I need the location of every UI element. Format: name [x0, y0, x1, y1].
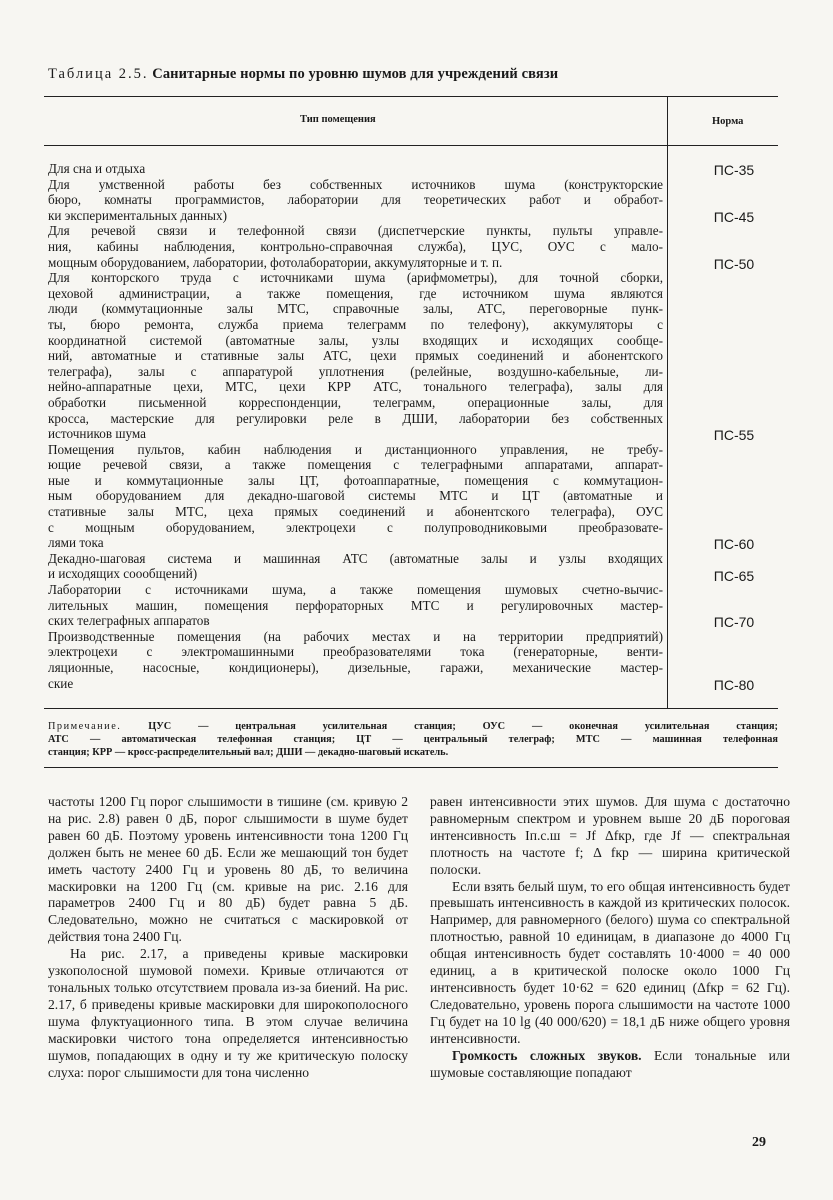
row-text-line: Для сна и отдыха	[48, 161, 146, 176]
section-heading-loudness: Громкость сложных звуков.	[452, 1047, 642, 1063]
row-text-line: цеховой администрации, а также помещения, где источником шума являются	[48, 285, 663, 301]
right-paragraph-1: равен интенсивности этих шумов. Для шума с достаточно равномерным спектром и уровнем выше 20 дБ пороговая интенсивность Iп.с.ш = Jf Δfкр, где Jf — спектральная плотность на частоте f; Δ fкр — ширина критической полоски.	[430, 794, 790, 877]
right-paragraph-3-text: Если тональные или шумовые составляющие попадают	[430, 1047, 790, 1080]
left-paragraph-2: На рис. 2.17, а приведены кривые маскировки узкополосной шумовой помехи. Кривые отличаются от тональных только отсутствием провала из-за биений. На рис. 2.17, б приведены кривые маскировки для широкополосного шума флуктуационного типа. В этом случае величина маскировки чистого тона определяется интенсивностью шумов, попадающих в одну и ту же критическую полоску слуха: порог слышимости для тона численно	[48, 946, 408, 1080]
note-separator	[44, 767, 778, 768]
table-bottom-rule	[44, 708, 778, 709]
row-text-line: ских телеграфных аппаратов	[48, 613, 210, 629]
norm-value: ПС-35	[713, 162, 755, 178]
row-text-line: ющие речевой связи, а также помещения с телеграфными аппаратами, аппарат-	[48, 457, 663, 473]
row-text-line: и исходящих соообщений)	[48, 566, 198, 582]
header-norm: Норма	[712, 116, 744, 127]
norm-value: ПС-65	[713, 567, 755, 584]
note-label: Примечание.	[48, 721, 122, 732]
row-text-line: источников шума	[48, 426, 147, 442]
row-text-line: Производственные помещения (на рабочих местах и на территории предприятий)	[48, 628, 663, 644]
row-text-line: телеграфа), залы с аппаратурой уплотнения (релейные, воздушно-кабельные, ли-	[48, 363, 663, 379]
table-row	[48, 551, 663, 582]
caption-title: Санитарные нормы по уровню шумов для учреждений связи	[152, 66, 559, 82]
row-text-line: ные и коммутационные залы ЦТ, фотоаппаратные, помещения с коммутацион-	[48, 472, 663, 488]
row-text-line: ляционные, насосные, кондиционеры), дизельные, гаражи, механические мастер-	[48, 660, 663, 675]
right-paragraph-3	[430, 1048, 790, 1082]
row-text-line: Для конторского труда с источниками шума (арифмометры), для точной сборки,	[48, 270, 663, 286]
left-paragraph-1: частоты 1200 Гц порог слышимости в тишине (см. кривую 2 на рис. 2.8) равен 0 дБ, порог слышимости в шуме будет равен 60 дБ. Поэтому уровень интенсивности тона 1200 Гц должен быть не менее 60 дБ. Если же мешающий тон будет иметь частоту 2400 Гц и уровень 80 дБ, то величина маскировки на 1200 Гц (см. кривые на рис. 2.16 для параметров 2400 Гц и 80 дБ) будет равна 5 дБ. Следовательно, можно не считаться с маскировкой от действия тона 2400 Гц.	[48, 794, 408, 945]
table-row	[48, 629, 663, 691]
row-text-line: ские	[48, 675, 74, 691]
row-text-line: лями тока	[48, 535, 104, 551]
row-text-line: обработки письменной корреспонденции, телеграмм, операционные залы, для	[48, 394, 663, 410]
note-line-2: АТС — автоматическая телефонная станция; ЦТ — центральный телеграф; МТС — машинная телефонная	[48, 734, 778, 745]
table-row	[48, 177, 663, 224]
table-row	[48, 161, 663, 177]
table-row	[48, 442, 663, 551]
row-text-line: ты, бюро ремонта, служба приема телеграмм по телефону), аккумуляторы с	[48, 316, 663, 332]
row-text-line: Для речевой связи и телефонной связи (диспетчерские пункты, пульты управле-	[48, 223, 663, 239]
row-text-line: Помещения пультов, кабин наблюдения и дистанционного управления, не требу-	[48, 441, 663, 457]
table-row	[48, 270, 663, 442]
right-paragraph-2: Если взять белый шум, то его общая интенсивность будет превышать интенсивность в каждой из критических полосок. Например, для равномерного (белого) шума со спектральной плотностью, равной 10 единицам, в диапазоне до 4000 Гц общая интенсивность будет составлять 10·4000 = 40 000 единиц, а в критической полоске около 1000 Гц интенсивность будет 10·62 = 620 единиц (Δfкр = 62 Гц). Следовательно, уровень порога слышимости на частоте 1000 Гц будет на 10 lg (40 000/620) = 18,1 дБ ниже общего уровня интенсивности.	[430, 878, 790, 1046]
table-column-divider	[667, 96, 668, 708]
row-text-line: с мощным оборудованием, электроцехи с полупроводниковыми преобразовате-	[48, 519, 663, 535]
row-text-line: ным оборудованием для декадно-шаговой системы МТС и ЦТ (автоматные и	[48, 488, 663, 504]
table-body	[48, 161, 663, 691]
row-text-line: стативные залы МТС, цеха прямых соединений и абонентского телеграфа), ОУС	[48, 504, 663, 520]
row-text-line: бюро, комнаты программистов, лаборатории для теоретических работ и обработ-	[48, 192, 663, 208]
body-right-column	[430, 794, 790, 1081]
note-line-1: ЦУС — центральная усилительная станция; ОУС — оконечная усилительная станция;	[148, 721, 778, 732]
row-text-line: люди (коммутационные залы МТС, справочные залы, АТС, переговорные пунк-	[48, 301, 663, 317]
norm-value: ПС-60	[713, 536, 755, 553]
note-line-3: станция; КРР — кросс-распределительный вал; ДШИ — декадно-шаговый искатель.	[48, 747, 449, 758]
body-left-column	[48, 794, 408, 1081]
row-text-line: электроцехи с электромашинными преобразователями тока (генераторные, венти-	[48, 644, 663, 660]
row-text-line: координатной системой (автоматные залы, узлы входящих и исходящих сообще-	[48, 332, 663, 348]
row-text-line: нейно-аппаратные цехи, МТС, цехи КРР АТС, тонального телеграфа), залы для	[48, 379, 663, 395]
table-row	[48, 223, 663, 270]
header-room-type: Тип помещения	[300, 114, 376, 125]
table-row	[48, 582, 663, 629]
row-text-line: мощным оборудованием, лаборатории, фотолаборатории, аккумуляторные и т. п.	[48, 254, 503, 270]
norm-value: ПС-55	[713, 427, 755, 444]
row-text-line: Лаборатории с источниками шума, а также помещения шумовых счетно-вычис-	[48, 582, 663, 598]
page-number: 29	[752, 1135, 766, 1150]
norm-value: ПС-70	[713, 614, 755, 631]
norm-value: ПС-45	[713, 208, 755, 225]
row-text-line: кросса, мастерские для регулировки реле в ДШИ, лаборатории без собственных	[48, 410, 663, 426]
row-text-line: ки экспериментальных данных)	[48, 207, 227, 223]
table-caption	[48, 66, 788, 83]
norm-value: ПС-50	[713, 255, 755, 272]
caption-label: Таблица 2.5.	[48, 66, 149, 82]
row-text-line: лительных машин, помещения перфораторных МТС и регулировочных мастер-	[48, 597, 663, 613]
norm-value: ПС-80	[713, 676, 755, 693]
row-text-line: Декадно-шаговая система и машинная АТС (автоматные залы и узлы входящих	[48, 550, 663, 566]
row-text-line: ния, кабины наблюдения, контрольно-справочная служба), ЦУС, ОУС с мало-	[48, 238, 663, 254]
row-text-line: ний, автоматные и стативные залы АТС, цехи прямых соединений и абонентского	[48, 348, 663, 364]
table-note	[48, 720, 778, 759]
row-text-line: Для умственной работы без собственных источников шума (конструкторские	[48, 176, 663, 192]
